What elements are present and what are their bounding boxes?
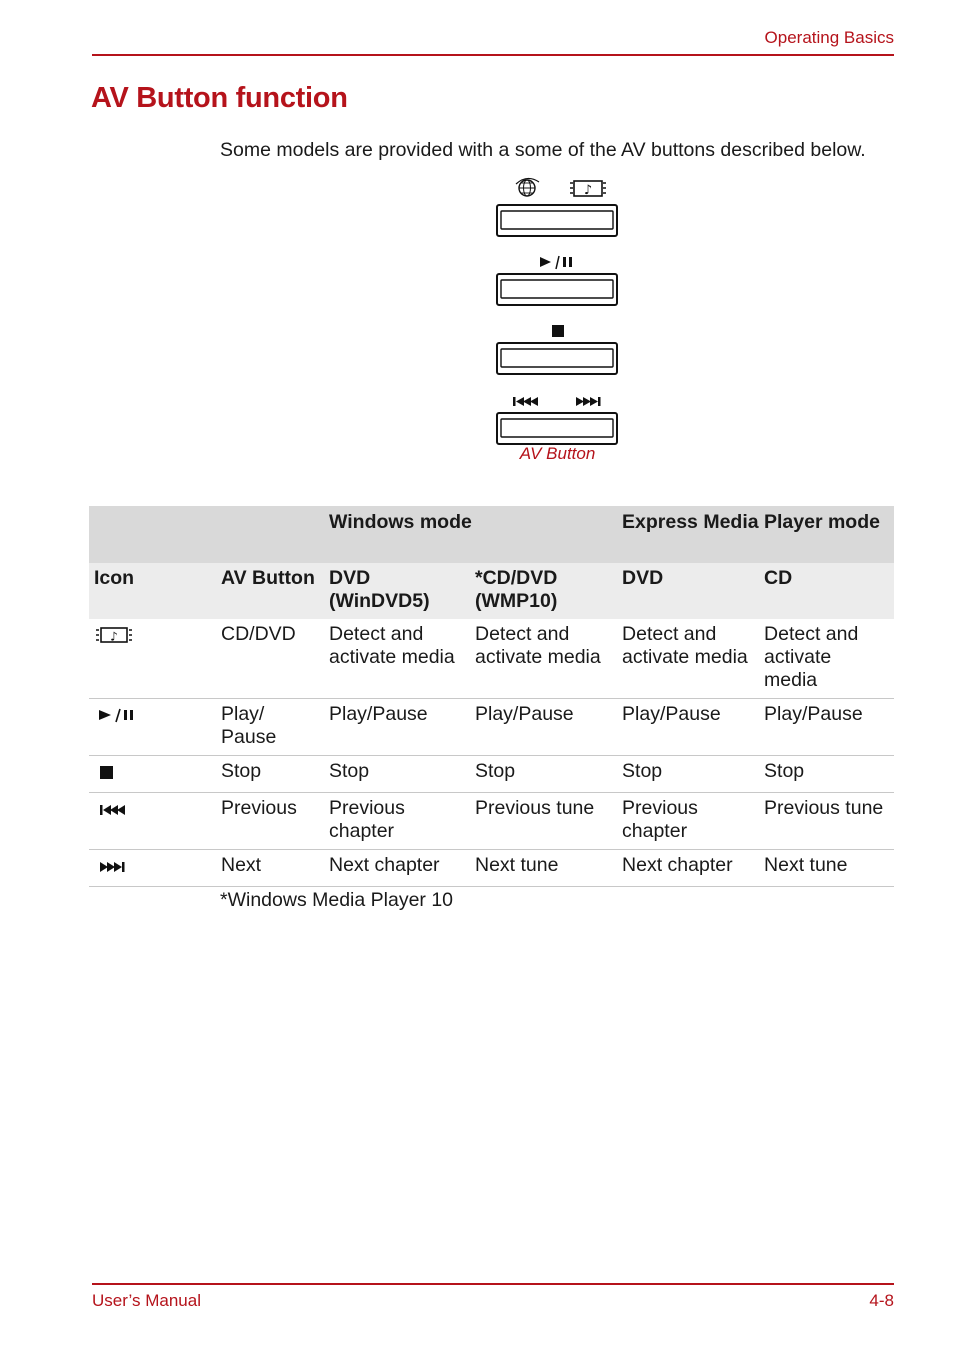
play-pause-icon: [540, 256, 572, 269]
column-header: CD: [759, 563, 894, 619]
icon-cell: [89, 850, 216, 887]
icon-cell: [89, 619, 216, 699]
button-2: [497, 274, 617, 305]
cell-cd-express: Play/Pause: [759, 699, 894, 756]
table-row: [89, 793, 894, 850]
cell-cd-dvd-wmp10: Next tune: [470, 850, 617, 887]
cell-av-button: Next: [216, 850, 324, 887]
cell-dvd-windvd5: Stop: [324, 756, 470, 793]
play-pause-icon: [94, 706, 138, 729]
previous-icon: [513, 397, 538, 406]
group-header-row: [89, 506, 894, 563]
cell-dvd-express: Stop: [617, 756, 759, 793]
page-number: 4-8: [869, 1291, 894, 1310]
av-button-table: [89, 506, 894, 887]
column-header-row: [89, 563, 894, 619]
footer-manual-title: User’s Manual: [92, 1291, 201, 1310]
cell-dvd-windvd5: Play/Pause: [324, 699, 470, 756]
cell-dvd-express: Detect and activate media: [617, 619, 759, 699]
cell-av-button: Play/ Pause: [216, 699, 324, 756]
svg-text:♪: ♪: [583, 183, 593, 198]
column-header: DVD: [617, 563, 759, 619]
cell-dvd-windvd5: Next chapter: [324, 850, 470, 887]
running-header: Operating Basics: [764, 28, 894, 47]
cell-cd-dvd-wmp10: Detect and activate media: [470, 619, 617, 699]
column-header: Icon: [89, 563, 216, 619]
cell-dvd-windvd5: Previous chapter: [324, 793, 470, 850]
next-icon: [94, 857, 134, 880]
previous-icon: [94, 800, 134, 823]
button-1: [497, 205, 617, 236]
stop-icon: [552, 325, 564, 337]
cd-dvd-icon: [570, 181, 606, 198]
cell-cd-express: Next tune: [759, 850, 894, 887]
next-icon: [576, 397, 601, 406]
cell-av-button: CD/DVD: [216, 619, 324, 699]
cell-dvd-express: Next chapter: [617, 850, 759, 887]
av-button-figure: [490, 172, 625, 472]
intro-text: Some models are provided with a some of the AV buttons described below.: [220, 139, 866, 161]
header-rule: [92, 54, 894, 56]
table-row: [89, 850, 894, 887]
figure-caption: AV Button: [519, 444, 596, 463]
table-row: [89, 756, 894, 793]
icon-cell: [89, 793, 216, 850]
column-header: DVD (WinDVD5): [324, 563, 470, 619]
cell-cd-express: Previous tune: [759, 793, 894, 850]
page-title: AV Button function: [91, 82, 348, 114]
header-windows-mode: Windows mode: [324, 506, 617, 563]
stop-icon: [94, 763, 114, 786]
table-row: [89, 699, 894, 756]
cell-dvd-express: Previous chapter: [617, 793, 759, 850]
cd-dvd-icon: [94, 626, 134, 650]
table-row: [89, 619, 894, 699]
column-header: AV Button: [216, 563, 324, 619]
cell-dvd-express: Play/Pause: [617, 699, 759, 756]
cell-av-button: Previous: [216, 793, 324, 850]
button-4: [497, 413, 617, 444]
header-empty: [216, 506, 324, 563]
footer-rule: [92, 1283, 894, 1285]
cell-cd-dvd-wmp10: Previous tune: [470, 793, 617, 850]
column-header: *CD/DVD (WMP10): [470, 563, 617, 619]
header-empty: [89, 506, 216, 563]
cell-dvd-windvd5: Detect and activate media: [324, 619, 470, 699]
header-express-mode: Express Media Player mode: [617, 506, 894, 563]
cell-av-button: Stop: [216, 756, 324, 793]
footnote: *Windows Media Player 10: [220, 889, 454, 911]
cell-cd-express: Detect and activate media: [759, 619, 894, 699]
cell-cd-dvd-wmp10: Stop: [470, 756, 617, 793]
svg-text:♪: ♪: [110, 629, 118, 644]
button-3: [497, 343, 617, 374]
internet-icon: [516, 178, 539, 196]
cell-cd-express: Stop: [759, 756, 894, 793]
icon-cell: [89, 756, 216, 793]
icon-cell: [89, 699, 216, 756]
cell-cd-dvd-wmp10: Play/Pause: [470, 699, 617, 756]
